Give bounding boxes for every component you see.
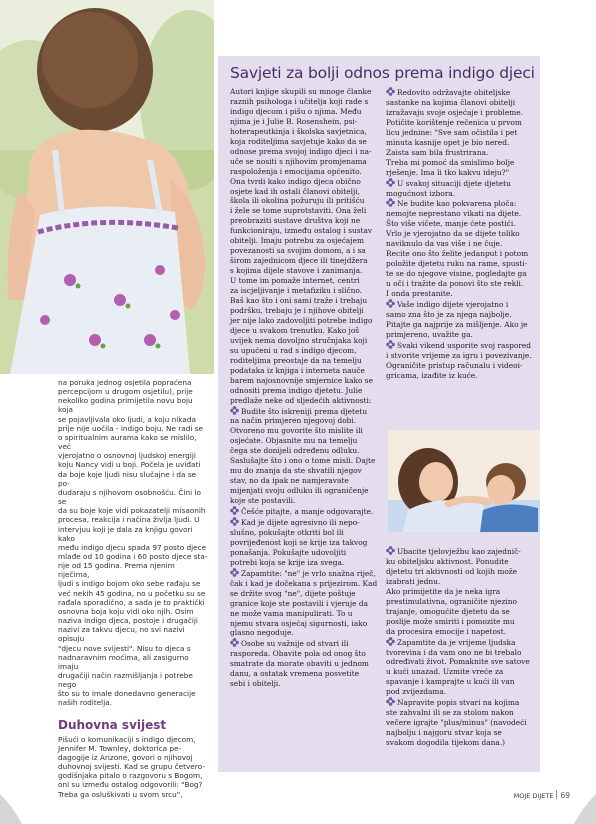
left-line: dudaraju s njihovom osobnošću. Čini lo se [58,487,202,507]
panel-line-text: Vrlo je vjerojatno da se dijete toliko [386,229,520,239]
panel-line-text: osjete kad ih ostali članovi obitelji, [230,186,360,196]
flower-bullet-icon [386,87,395,96]
left-line: drugačiji način razmišljanja i potrebe nego [58,671,193,690]
panel-line [230,426,378,436]
panel-line-text: trajanje, omogućite djetetu da se [386,606,510,616]
panel-line [386,718,536,728]
left-line: duhovnoj svijesti. Kad se grupu četvero- [58,762,205,772]
panel-line-text: Ograničite pristup računalu i videoi- [386,360,523,370]
panel-line-text: Recite ono što želite jedanput i potom [386,249,529,259]
panel-line [386,118,536,128]
panel-line-text: izražavaju svoje osjećaje i probleme. [386,107,524,117]
panel-line-text: Ne budite kao pokvarena ploča: [397,199,517,209]
panel-line-text: uvijek nema dovoljno stručnjaka koji [230,335,368,345]
panel-line [230,589,378,599]
panel-line [386,728,536,738]
panel-line-text: koje ste postavili. [230,496,296,506]
flower-bullet-icon [386,299,395,308]
panel-line-text: Zaista sam bila frustrirana. [386,147,489,157]
panel-line-text: rješenje. Ima li tko kakvu ideju?" [386,167,510,177]
panel-line [230,206,378,216]
panel-line-text: stav, no da ipak ne namjeravate [230,476,349,486]
panel-line [230,196,378,206]
panel-line-text: jer nije lako zadovoljiti potrebe indigo [230,315,373,325]
panel-line-text: povezanosti sa svojim domom, a i sa [230,246,366,256]
left-line: prije nije uočila - indigo boju. Ne radi se [58,423,204,433]
panel-line-text: djece u svakom trenutku. Kako još [230,325,360,335]
panel-line [230,296,378,306]
panel-line-text: mogućnost izbora. [386,188,456,198]
flower-bullet-icon [230,506,239,515]
panel-line-text: Vaše indigo dijete vjerojatno i [397,300,509,310]
panel-line [386,607,536,617]
panel-line-text: njemu stvara osjećaj sigurnosti, iako [230,618,368,628]
panel-line-text: da procesira emocije i napetost. [386,626,507,636]
panel-line [230,436,378,446]
panel-line [386,310,536,320]
panel-line-text: pod zvijezdama. [386,687,447,697]
tips-panel [218,56,540,772]
panel-line [386,249,536,259]
panel-line [386,687,536,697]
flower-bullet-icon [386,637,395,646]
panel-line [230,286,378,296]
left-line: naziva indigo djeca, postoje i drugačiji [58,616,198,626]
panel-line [386,178,536,189]
panel-line-text: danu, a ostatak vremena posvetite [230,669,360,679]
panel-line-text: škola ili okolina požuruju ili pritišću [230,196,365,206]
panel-line-text: mu do znanja da ste shvatili njegov [230,466,362,476]
panel-line-text: preobraziti sustave društva koji ne [230,216,361,226]
panel-line-text: najbolju i najgoru stvar koja se [386,728,502,738]
panel-line [230,266,378,276]
panel-line [386,209,536,219]
panel-line [386,239,536,249]
panel-line-text: položite djetetu ruku na rame, spusti- [386,259,528,269]
left-line: da boje koje ljudi nisu slučajne i da se po- [58,469,197,488]
panel-line [386,330,536,340]
panel-line [230,137,378,147]
panel-line [230,276,378,286]
panel-line-text: određivati život. Pomaknite sve satove [386,657,530,667]
panel-line [386,361,536,371]
left-line: nazivi za takvu djecu, no svi nazivi opisuju [58,625,185,644]
panel-line [386,138,536,148]
panel-line-text: ponašanja. Pokušajte udovoljiti [230,547,347,557]
panel-line-text: odnose prema svojoj indigo djeci i na- [230,146,372,156]
panel-line-text: U tome im pomaže internet, centri [230,276,360,286]
left-line: Pišući o komunikaciji s indigo djecom, [58,734,196,744]
panel-line-text: predlaže neke od sljedećih aktivnosti: [230,395,372,405]
panel-line [230,167,378,177]
panel-line [386,657,536,667]
panel-line-text: primjereno, uvažite ga. [386,329,473,339]
flower-bullet-icon [386,546,395,555]
left-line: među indigo djecu spada 97 posto djece [58,542,207,552]
left-line: Treba ga osluškivati u svom srcu", [58,789,183,799]
panel-line [230,216,378,226]
panel-line-text: podršku, trebaju je i njihove obitelji [230,305,364,315]
panel-line [230,669,378,679]
panel-line [230,599,378,609]
panel-line-text: i stvorite vrijeme za igru i povezivanje. [386,350,532,360]
left-line: vjerojatno o osnovnoj ljudskoj energiji [58,451,196,461]
panel-line-text: Redovito održavajte obiteljske [397,88,511,97]
left-line: koju Nancy vidi u boji. Počela je uviđati [58,460,201,470]
panel-line [230,579,378,589]
panel-line [230,236,378,246]
left-line: "djecu nove svijesti". Nisu to djeca s [58,643,191,653]
panel-line-text: ne može vama manipulirati. To u [230,608,353,618]
panel-line-text: Svaki vikend usporite svoj raspored [397,340,531,350]
page-number: 69 [560,791,570,800]
panel-line-text: čega ste donijeli određenu odluku. [230,446,360,456]
panel-line [230,306,378,316]
panel-line [230,127,378,137]
panel-line-text: potrebi koja se krije iza svega. [230,557,345,567]
panel-line [386,708,536,718]
panel-line-text: Autori knjige skupili su mnoge članke [230,87,372,96]
panel-line [386,158,536,168]
panel-line-text: rasporeda. Obavite pola od onog što [230,649,366,659]
panel-line-text: glasno negoduje. [230,628,294,638]
panel-line-text: indigo djecom i pišu o njima. Među [230,106,362,116]
magazine-name: MOJE DIJETE [513,792,554,800]
panel-line [230,638,378,649]
panel-line [230,187,378,197]
panel-line-text: Osobe su važnije od stvari ili [241,639,349,649]
panel-line-text: raznih psihologa i učitelja koji rade s [230,96,369,106]
panel-line [386,128,536,138]
panel-line [230,177,378,187]
panel-line [386,677,536,687]
panel-line-text: gricama, izađite iz kuće. [386,370,478,380]
panel-line [386,617,536,627]
panel-line [386,259,536,269]
panel-line-text: poslije može smiriti i pomozite mu [386,616,515,626]
panel-line [230,619,378,629]
left-line: rije od 15 godina. Prema njenim riječima, [58,561,175,580]
panel-line [230,157,378,167]
panel-line [230,679,378,689]
panel-line-text: u kući unazad. Uzmite vreće za [386,667,504,677]
toddler-photo [0,0,214,374]
panel-line-text: mijenjati svoju odluku ili ograničenje [230,486,369,496]
panel-line-text: Treba mi pomoć da smislimo bolje [386,157,515,167]
panel-line [386,546,536,557]
left-line: percepcijom u drugom osjetilu), prije [58,387,193,397]
panel-line-text: raspoloženja i emocijama općenito. [230,166,362,176]
panel-line [230,446,378,456]
footer-divider [556,790,557,799]
page-curl-right-icon [574,794,596,824]
panel-line-text: ku obiteljsku aktivnost. Ponudite [386,556,509,566]
left-line: se pojavljivala oko ljudi, a koju nikada [58,414,196,424]
panel-line [230,609,378,619]
left-line: nadnaravnim moćima, ali zasigurno imaju [58,652,189,671]
panel-line [230,366,378,376]
panel-line-text: funkcioniraju, između ostalog i sustav [230,226,373,236]
panel-line [230,476,378,486]
panel-line [230,256,378,266]
page-curl-left-icon [0,794,22,824]
panel-line [386,557,536,567]
panel-line-text: Ona tvrdi kako indigo djeca obično [230,176,361,186]
panel-column-2 [386,87,536,381]
panel-line-text: na način primjeren njegovoj dobi. [230,416,357,426]
flower-bullet-icon [230,517,239,526]
panel-line [230,376,378,386]
panel-line [230,97,378,107]
left-line: rađala sporadično, a sada je to praktički [58,597,205,607]
flower-bullet-icon [386,198,395,207]
panel-line-text: Zapamtite da je vrijeme ljudska [397,637,516,647]
panel-line [230,568,378,579]
panel-line-text: Budite što iskreniji prema djetetu [241,406,368,416]
left-line: na poruka jednog osjetila popraćena [58,378,192,387]
panel-line-text: večere igrajte "plus/minus" (navodeći [386,718,527,728]
panel-line-text: Saslušajte što i ono o tome misli. Dajte [230,456,376,466]
panel-line [386,567,536,577]
panel-line-text: odnositi prema indigo djetetu. Julie [230,385,363,395]
panel-line [386,229,536,239]
panel-line [386,219,536,229]
panel-line [386,98,536,108]
panel-line-text: su upućeni u rad s indigo djecom, [230,345,357,355]
panel-line [386,627,536,637]
subheading-duhovna-svijest: Duhovna svijest [58,717,167,732]
left-line: godišnjaka pitalo o razgovoru s Bogom, [58,771,203,781]
panel-line [230,406,378,417]
panel-line-text: prestimulativna, ograničite njezino [386,596,518,606]
panel-line-text: smatrate da morate obaviti u jednom [230,659,369,669]
flower-bullet-icon [230,568,239,577]
panel-line-text: djetetu tri aktivnosti od kojih može [386,566,518,576]
left-article-column [58,378,208,799]
panel-line [386,279,536,289]
panel-line-text: osjećate. Objasnite mu na temelju [230,436,358,446]
panel-line [230,486,378,496]
panel-line [386,637,536,648]
page-footer [470,790,570,802]
panel-line [386,597,536,607]
panel-line [386,289,536,299]
panel-line-text: minuta kasnije opet je bio nered. [386,137,510,147]
panel-line [230,316,378,326]
panel-line [386,738,536,748]
left-line: intervjuu koji je dala za knjigu govori kako [58,524,193,543]
panel-line-text: roditeljima preostaje da na temelju [230,355,362,365]
panel-line [230,356,378,366]
panel-line-text: samo zna što je za njega najbolje. [386,309,512,319]
panel-line [230,87,378,97]
panel-line-text: izabrati jednu. [386,576,441,586]
panel-line-text: Zapamtite: "ne" je vrlo snažna riječ, [241,568,376,578]
panel-line-text: Češće pitajte, a manje odgovarajte. [241,507,374,517]
panel-line-text: Pitajte ga najprije za mišljenje. Ako je [386,319,528,329]
panel-line-text: Ako primijetite da je neka igra [386,586,501,596]
panel-line [386,189,536,199]
panel-line-text: naviknulo da vas više i ne čuje. [386,239,503,249]
panel-line [230,466,378,476]
left-line: ljudi s indigo bojom oko sebe rađaju se [58,579,201,589]
left-line: procesa, reakcija i načina življa ljudi. U [58,515,200,525]
panel-line [230,538,378,548]
panel-line-text: U svakoj situaciji djete djetetu [397,178,511,188]
left-line: oni su između ostalog odgovorili: "Bog? [58,780,203,790]
panel-line-text: njima je i Julie B. Rosenshein, psi- [230,116,358,126]
panel-line-text: slušno, pokušajte otkriti bol ili [230,527,344,537]
panel-line-text: za iscjeljivanje i metafiziku i slično. [230,286,363,296]
panel-line [386,269,536,279]
panel-line [230,659,378,669]
panel-line-text: podataka iz knjiga i interneta nauče [230,365,365,375]
panel-line [230,517,378,528]
panel-column-1 [230,87,378,689]
flower-bullet-icon [386,697,395,706]
panel-line-text: spavanje i kamprajte u kući ili van [386,677,515,687]
panel-line-text: Što više vičete, manje ćete postići. [386,219,516,229]
left-line: što su to imale donedavno generacije [58,689,196,699]
flower-bullet-icon [386,178,395,187]
left-line: osnovna boja koju vidi oko njih. Osim [58,606,194,616]
panel-line [386,320,536,330]
panel-line [230,386,378,396]
panel-line-text: koja roditeljima savjetuje kako da se [230,136,367,146]
left-line: mlađe od 10 godina i 60 posto djece sta- [58,551,208,561]
panel-line-text: nemojte neprestano vikati na dijete. [386,209,522,219]
panel-line [230,506,378,517]
panel-line [230,496,378,506]
panel-line-text: svakom dogodila tijekom dana.) [386,738,506,748]
panel-line-text: hoterapeutkinja i školska savjetnica, [230,126,367,136]
panel-line-text: Kad je dijete agresivno ili nepo- [241,517,360,527]
panel-line [386,351,536,361]
flower-bullet-icon [230,406,239,415]
panel-line-text: se držite svog "ne", dijete poštuje [230,588,356,598]
left-line: o spiritualnim aurama kako se mislilo, već [58,432,197,452]
panel-line-text: u oči i tražite da ponovi što ste rekli. [386,279,524,289]
panel-title: Savjeti za bolji odnos prema indigo djeci [230,64,535,82]
panel-line-text: s kojima dijele stavove i zanimanja. [230,266,363,276]
panel-line [386,148,536,158]
panel-line [230,147,378,157]
panel-line [230,326,378,336]
left-line: nekoliko godina primijetila novu boju koja [58,396,193,415]
panel-line [230,528,378,538]
panel-line-text: širom zajednicom djece ili tinejdžera [230,256,368,266]
panel-line-text: Napravite popis stvari na kojima [397,698,520,708]
left-line: naših roditelja. [58,698,113,708]
panel-line [230,558,378,568]
panel-line [230,107,378,117]
panel-line-text: barem najosnovnije smjernice kako se [230,375,373,385]
panel-line-text: i žele se tome suprotstaviti. Ona želi [230,206,367,216]
panel-line-text: licu jednine: "Sve sam očistila i pet [386,127,518,137]
panel-line-text: povrijeđenost koji se krije iza takvog [230,537,368,547]
panel-line [386,648,536,658]
panel-line-text: obitelji. Imaju potrebu za osjećajem [230,236,365,246]
mother-child-photo [388,430,540,532]
panel-line [386,587,536,597]
panel-line-text: Otvoreno mu govorite što mislite ili [230,426,363,436]
panel-line-text: te se do njegove visine, pogledajte ga [386,269,527,279]
flower-bullet-icon [386,340,395,349]
left-line: da su boje koje vidi pokazatelji misaonih [58,506,206,516]
panel-line-text: granice koje ste postavili i vjeruje da [230,598,369,608]
panel-line [230,628,378,638]
panel-column-2-lower [386,546,536,748]
panel-line [386,340,536,351]
panel-line [386,168,536,178]
panel-line [386,371,536,381]
panel-line-text: uče se nositi s njihovim promjenama [230,156,367,166]
panel-line [230,346,378,356]
panel-line-text: Potičite korištenje rečenica u prvom [386,117,522,127]
panel-line [230,548,378,558]
panel-line [230,226,378,236]
panel-line [386,299,536,310]
panel-line [386,577,536,587]
panel-line [386,198,536,209]
panel-line-text: sebi i obitelji. [230,679,281,689]
panel-line [230,246,378,256]
panel-line-text: čak i kad je dočekana s prijezirom. Kad [230,578,378,588]
panel-line-text: sastanke na kojima članovi obitelji [386,97,516,107]
panel-line-text: ste zahvalni ili se za stolom nakon [386,708,514,718]
panel-line-text: Ubacite tjelovježbu kao zajednič- [397,547,521,556]
panel-line [230,456,378,466]
left-line: već nekih 45 godina, no u početku su se [58,588,206,598]
left-line: dagogije iz Arizone, govori o njihovoj [58,752,193,762]
panel-line-text: Baš kao što i oni sami traže i trebaju [230,296,368,306]
panel-line [230,649,378,659]
panel-line [230,336,378,346]
panel-line [230,396,378,406]
panel-line-text: tvorevina i da vam ono ne bi trebalo [386,647,522,657]
panel-line [386,697,536,708]
panel-line [230,416,378,426]
panel-line [386,87,536,98]
flower-bullet-icon [230,638,239,647]
panel-line [386,667,536,677]
panel-line [230,117,378,127]
panel-line [386,108,536,118]
panel-line-text: I onda prestanite. [386,289,453,299]
left-line: Jennifer M. Townley, doktorica pe- [58,743,182,753]
